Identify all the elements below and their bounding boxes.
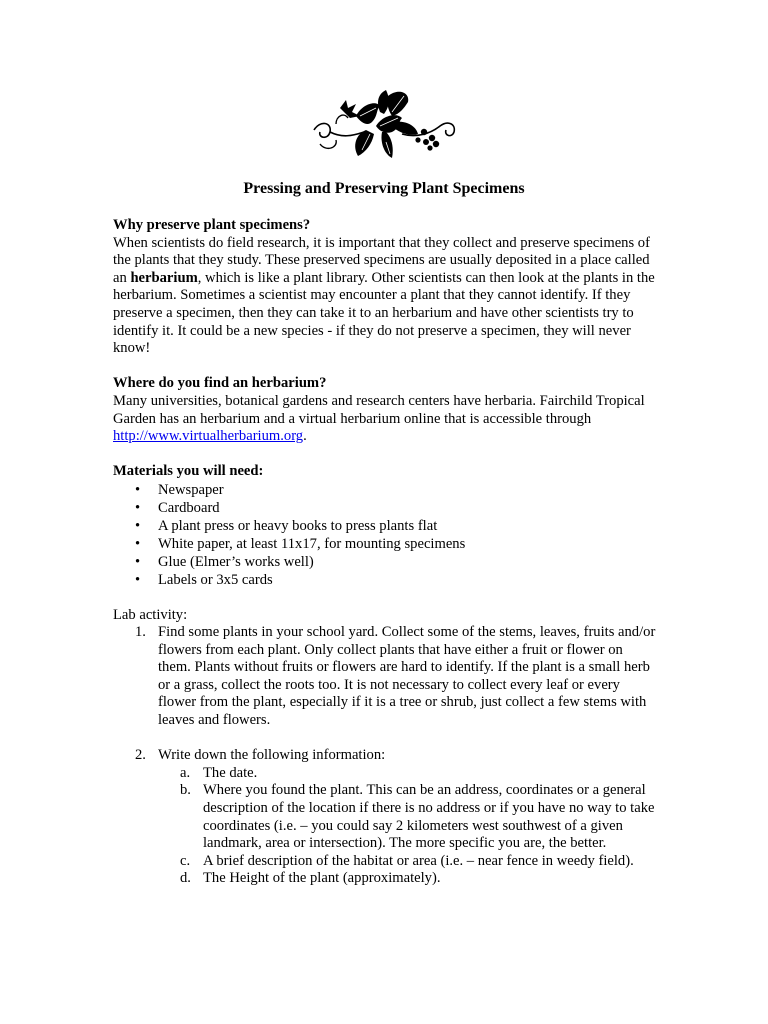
list-item: • A plant press or heavy books to press plants flat: [113, 517, 658, 535]
lab-step-1: [113, 624, 658, 730]
page-title: Pressing and Preserving Plant Specimens: [243, 180, 525, 197]
leaf-vine-ornament-icon: [306, 86, 462, 162]
list-item: • Cardboard: [113, 499, 658, 517]
paragraph-why: When scientists do field research, it is important that they collect and preserve specimens of the plants that they study. These preserved specimens are usually deposited in a place called an herbarium, which is like a plant library. Other scientists can then look at the plants in the herbarium. Sometimes a scientist may encounter a plant that they cannot identify. If they preserve a specimen, then they can take it to an herbarium and have other scientists try to identify it. It could be a new species - if they do not preserve a specimen, they will never know!: [113, 234, 655, 357]
list-item: • Glue (Elmer’s works well): [113, 553, 658, 571]
paragraph-where: Many universities, botanical gardens and research centers have herbaria. Fairchild Tropical Garden has an herbarium and a virtual herbarium online that is accessible through http://www.virtualherbarium.org.: [113, 392, 645, 445]
section-heading-lab: Lab activity:: [113, 606, 188, 623]
section-heading-materials: Materials you will need:: [113, 463, 264, 480]
sub-item-d: d. The Height of the plant (approximately).: [180, 870, 441, 887]
list-item: • White paper, at least 11x17, for mounting specimens: [113, 535, 658, 553]
herbarium-term: herbarium: [130, 269, 198, 286]
list-item: • Newspaper: [113, 481, 658, 499]
list-item: • Labels or 3x5 cards: [113, 571, 658, 589]
sub-list: [158, 765, 658, 888]
sub-item-b: b. Where you found the plant. This can be an address, coordinates or a general description of the location if there is no address or if you have no way to take coordinates (i.e. – you could say 2 kilometers west southwest of a given landmark, area or intersection). The more specific you are, the better.: [180, 782, 655, 852]
materials-list: [113, 481, 658, 589]
section-heading-where: Where do you find an herbarium?: [113, 375, 327, 392]
step-number: 1.: [135, 624, 146, 641]
document-body: [113, 217, 658, 888]
section-heading-why: Why preserve plant specimens?: [113, 217, 311, 233]
step-text: Find some plants in your school yard. Collect some of the stems, leaves, fruits and/or flowers from each plant. Only collect plants that have either a fruit or flower on them. Plants without fruits or flowers are hard to identify. If the plant is a small herb or a grass, collect the roots too. It is not necessary to collect every leaf or every flower from the plant, especially if it is a tree or shrub, just collect a few stems with leaves and flowers.: [158, 624, 656, 729]
step-number: 2.: [135, 747, 146, 764]
virtual-herbarium-link[interactable]: http://www.virtualherbarium.org: [113, 428, 304, 445]
lab-step-2: [113, 747, 658, 888]
lab-steps-list: [113, 624, 658, 888]
step-text: Write down the following information:: [158, 747, 386, 764]
sub-item-a: a. The date.: [180, 764, 258, 781]
sub-item-c: c. A brief description of the habitat or area (i.e. – near fence in weedy field).: [180, 852, 634, 869]
